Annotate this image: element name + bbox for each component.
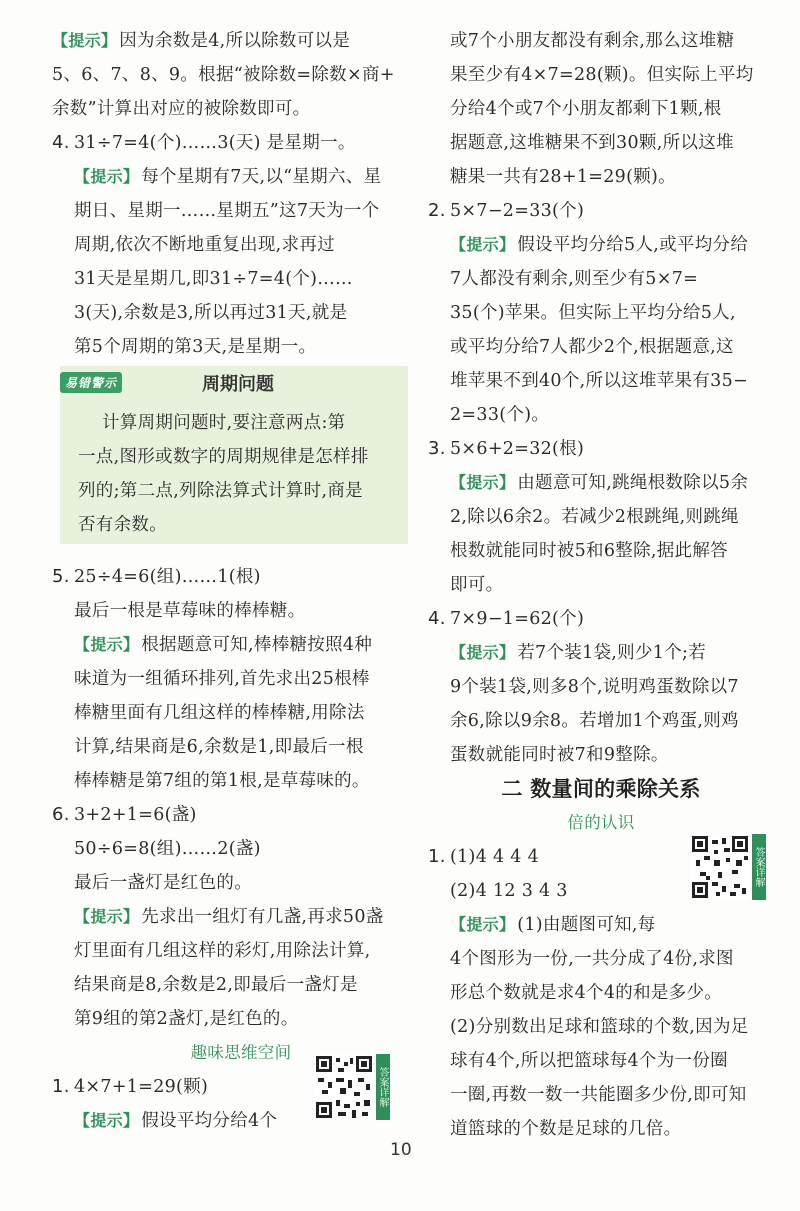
text-line: 棒糖里面有几组这样的棒棒糖,用除法 [74, 703, 365, 723]
text-line: 即可。 [450, 575, 504, 595]
tip-content: 每个星期有7天,以“星期六、星 [141, 167, 382, 187]
answer-text: (1)4 4 4 4 [450, 847, 540, 867]
question-number: 5. [52, 566, 70, 587]
tip-line [428, 636, 774, 670]
text-line: 周期,依次不断地重复出现,求再过 [74, 235, 335, 255]
text-line: 5、6、7、8、9。根据“被除数=除数×商+ [52, 65, 395, 85]
warning-panel [60, 366, 408, 544]
text-line: 一点,图形或数字的周期规律是怎样排 [78, 447, 369, 467]
tip-content: 根据题意可知,棒棒糖按照4种 [141, 635, 373, 655]
text-line: 第5个周期的第3天,是星期一。 [74, 337, 317, 357]
tip-content: (1)由题图可知,每 [517, 915, 656, 935]
tip-label: 【提示】 [450, 235, 516, 254]
text-line: 蛋数就能同时被7和9整除。 [450, 745, 669, 765]
tip-line [52, 24, 408, 58]
answer-line [52, 798, 408, 832]
text-line: 2=33(个)。 [450, 405, 550, 425]
qr-code-left[interactable] [314, 1054, 392, 1130]
text-line: 根数就能同时被5和6整除,据此解答 [450, 541, 728, 561]
text-line: 7人都没有剩余,则至少有5×7= [450, 269, 699, 289]
page-number: 10 [390, 1140, 412, 1160]
tip-label: 【提示】 [74, 1111, 140, 1130]
tip-line [428, 228, 774, 262]
tip-label: 【提示】 [74, 635, 140, 654]
answer-line [428, 194, 774, 228]
text-line: 糖果一共有28+1=29(颗)。 [450, 167, 676, 187]
section-title: 二 数量间的乘除关系 [501, 777, 701, 801]
text-line: 期日、星期一……星期五”这7天为一个 [74, 201, 380, 221]
answer-text: 5×6+2=32(根) [450, 439, 585, 459]
tip-content: 假设平均分给4个 [141, 1111, 278, 1131]
question-number: 4. [428, 608, 446, 629]
text-line: 最后一盏灯是红色的。 [74, 873, 252, 893]
text-line: 灯里面有几组这样的彩灯,用除法计算, [74, 941, 371, 961]
tip-text: 提示 [90, 1111, 123, 1130]
text-line: 4个图形为一份,一共分成了4份,求图 [450, 949, 734, 969]
answer-text: 31÷7=4(个)……3(天) 是星期一。 [74, 133, 356, 153]
text-line: 球有4个,所以把篮球每4个为一份圈 [450, 1051, 728, 1071]
tip-content: 先求出一组灯有几盏,再求50盏 [141, 907, 384, 927]
tip-line [52, 628, 408, 662]
tip-label: 【提示】 [52, 31, 118, 50]
text-line: 最后一根是草莓味的棒棒糖。 [74, 601, 306, 621]
text-line: 35(个)苹果。但实际上平均分给5人, [450, 303, 736, 323]
tip-label: 【提示】 [74, 167, 140, 186]
text-line: 3(天),余数是3,所以再过31天,就是 [74, 303, 348, 323]
question-number: 4. [52, 132, 70, 153]
tip-label: 【提示】 [450, 643, 516, 662]
right-column [428, 24, 774, 1146]
answer-text: 5×7−2=33(个) [450, 201, 585, 221]
text-line: 2,除以6余2。若减少2根跳绳,则跳绳 [450, 507, 739, 527]
tip-text: 提示 [90, 167, 123, 186]
text-line: 余数”计算出对应的被除数即可。 [52, 99, 311, 119]
subsection-title: 倍的认识 [567, 813, 635, 832]
text-line: 果至少有4×7=28(颗)。但实际上平均 [450, 65, 754, 85]
answer-line [52, 126, 408, 160]
text-line: 余6,除以9余8。若增加1个鸡蛋,则鸡 [450, 711, 739, 731]
text-line: 第9组的第2盏灯,是红色的。 [74, 1009, 299, 1029]
answer-line [428, 602, 774, 636]
qr-code-right[interactable] [690, 834, 768, 910]
answer-line [428, 432, 774, 466]
tip-text: 提示 [466, 915, 499, 934]
tip-text: 提示 [68, 31, 101, 50]
question-number: 6. [52, 804, 70, 825]
text-line: (2)分别数出足球和篮球的个数,因为足 [450, 1017, 749, 1037]
text-line: 堆苹果不到40个,所以这堆苹果有35− [450, 371, 748, 391]
text-line: 31天是星期几,即31÷7=4(个)…… [74, 269, 353, 289]
text-line: 分给4个或7个小朋友都剩下1颗,根 [450, 99, 722, 119]
text-line: 一圈,再数一数一共能圈多少份,即可知 [450, 1085, 747, 1105]
tip-content: 若7个装1袋,则少1个;若 [517, 643, 706, 663]
text-line: 否有余数。 [78, 515, 167, 535]
tip-line [52, 900, 408, 934]
qr-label: 答案详解 [376, 1054, 390, 1120]
text-line: 味道为一组循环排列,首先求出25根棒 [74, 669, 370, 689]
answer-text: 7×9−1=62(个) [450, 609, 585, 629]
text-line: 棒棒糖是第7组的第1根,是草莓味的。 [74, 771, 370, 791]
tip-text: 提示 [466, 473, 499, 492]
question-number: 2. [428, 200, 446, 221]
tip-text: 提示 [90, 907, 123, 926]
text-line: 或7个小朋友都没有剩余,那么这堆糖 [450, 31, 735, 51]
left-column-lower [52, 560, 408, 1138]
left-column [52, 24, 408, 364]
question-number: 1. [52, 1076, 70, 1097]
text-line: 或平均分给7人都少2个,根据题意,这 [450, 337, 734, 357]
tip-line [52, 160, 408, 194]
tip-text: 提示 [90, 635, 123, 654]
text-line: 结果商是8,余数是2,即最后一盏灯是 [74, 975, 358, 995]
tip-content: 由题意可知,跳绳根数除以5余 [517, 473, 749, 493]
text-line: 列的;第二点,列除法算式计算时,商是 [78, 481, 363, 501]
text-line: 据题意,这堆糖果不到30颗,所以这堆 [450, 133, 734, 153]
subsection-title: 趣味思维空间 [190, 1043, 292, 1062]
warning-body [78, 406, 408, 542]
text-line: 道篮球的个数是足球的几倍。 [450, 1119, 682, 1139]
answer-text: 4×7+1=29(颗) [74, 1077, 209, 1097]
text-line: 形总个数就是求4个4的和是多少。 [450, 983, 723, 1003]
tip-text: 提示 [466, 643, 499, 662]
qr-label: 答案详解 [752, 834, 766, 900]
qr-code-icon [314, 1054, 374, 1120]
answer-text: 25÷4=6(组)……1(根) [74, 567, 261, 587]
answer-text: 3+2+1=6(盏) [74, 805, 197, 825]
tip-label: 【提示】 [74, 907, 140, 926]
answer-line [52, 560, 408, 594]
answer-text: (2)4 12 3 4 3 [450, 881, 568, 901]
tip-label: 【提示】 [450, 473, 516, 492]
text-line: 50÷6=8(组)……2(盏) [74, 839, 261, 859]
tip-line [428, 466, 774, 500]
question-number: 1. [428, 846, 446, 867]
tip-line [428, 908, 774, 942]
text-line: 计算周期问题时,要注意两点:第 [102, 413, 346, 433]
tip-text: 提示 [466, 235, 499, 254]
text-line: 9个装1袋,则多8个,说明鸡蛋数除以7 [450, 677, 739, 697]
warning-badge: 易错警示 [60, 372, 122, 393]
question-number: 3. [428, 438, 446, 459]
tip-label: 【提示】 [450, 915, 516, 934]
warning-title: 周期问题 [202, 374, 274, 395]
tip-content: 因为余数是4,所以除数可以是 [119, 31, 351, 51]
qr-code-icon [690, 834, 750, 900]
tip-content: 假设平均分给5人,或平均分给 [517, 235, 749, 255]
text-line: 计算,结果商是6,余数是1,即最后一根 [74, 737, 364, 757]
